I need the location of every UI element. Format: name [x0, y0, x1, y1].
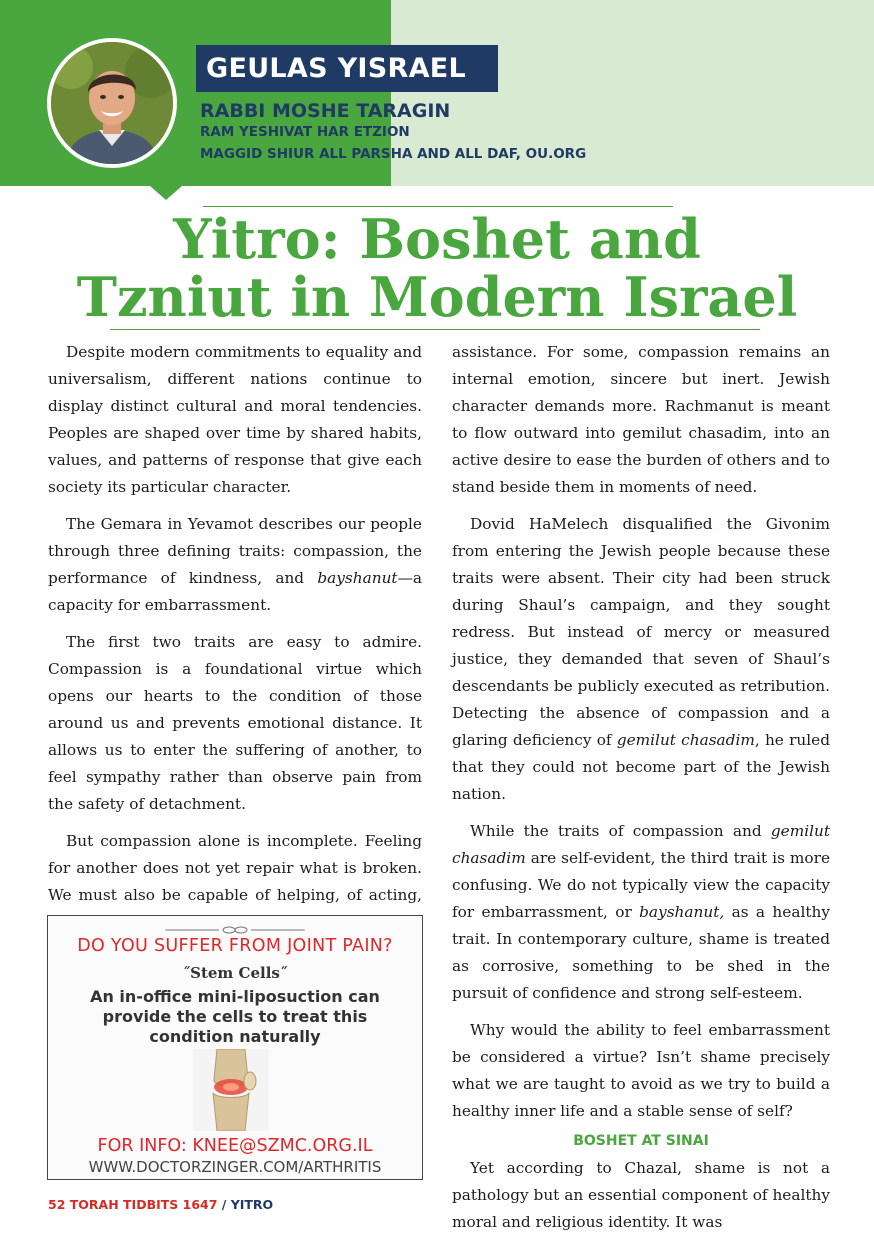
article-title-line-2: Tzniut in Modern Israel	[76, 265, 798, 329]
footer-parsha: YITRO	[230, 1197, 274, 1212]
ad-body-line: provide the cells to treat this	[102, 1007, 368, 1026]
ornament-divider-icon	[48, 924, 422, 936]
article-column-left	[48, 339, 422, 946]
paragraph: The Gemara in Yevamot describes our people through three defining traits: compassion, the performance of kindness, and bayshanut—a capacity for embarrassment.	[48, 515, 422, 614]
ad-subheading: ˝Stem Cells˝	[182, 964, 288, 982]
paragraph: Why would the ability to feel embarrassment be considered a virtue? Isn’t shame precisely what we are taught to avoid as we try to build a healthy inner life and a stable sense of self?	[452, 1021, 830, 1120]
knee-joint-icon	[193, 1049, 269, 1131]
article-column-right	[452, 339, 830, 1240]
author-name: RABBI MOSHE TARAGIN	[200, 100, 451, 122]
paragraph: Despite modern commitments to equality and universalism, different nations continue to display distinct cultural and moral tendencies. Peoples are shaped over time by shared habits, values, and patterns of response that give each society its particular character.	[48, 343, 422, 496]
page-footer	[48, 1197, 273, 1212]
ad-website-link[interactable]: WWW.DOCTORZINGER.COM/ARTHRITIS	[88, 1158, 382, 1176]
author-shiur: MAGGID SHIUR ALL PARSHA AND ALL DAF, OU.ORG	[200, 146, 587, 162]
paragraph: The first two traits are easy to admire. Compassion is a foundational virtue which opens our hearts to the condition of those around us and prevents emotional distance. It allows us to enter the suffering of another, to feel sympathy rather than observe pain from the safety of detachment.	[48, 633, 422, 813]
title-rule-bottom	[110, 329, 760, 330]
footer-separator: /	[217, 1197, 231, 1212]
ad-email-link[interactable]: KNEE@SZMC.ORG.IL	[192, 1136, 373, 1156]
header-notch	[150, 186, 182, 200]
paragraph: Yet according to Chazal, shame is not a pathology but an essential component of healthy moral and religious identity. It was	[452, 1159, 830, 1231]
advertisement[interactable]	[47, 915, 423, 1180]
author-portrait-icon	[51, 42, 173, 164]
paragraph: While the traits of compassion and gemilut chasadim are self-evident, the third trait is more confusing. We do not typically view the capacity for embarrassment, or bayshanut, as a healthy trait. In contemporary culture, shame is treated as corrosive, something to be shed in the pursuit of confidence and strong self-esteem.	[452, 822, 830, 1002]
article-title-line-1: Yitro: Boshet and	[173, 207, 701, 271]
column-name: GEULAS YISRAEL	[196, 45, 498, 92]
paragraph: But compassion alone is incomplete. Feeling for another does not yet repair what is broken. We must also be capable of helping, of acting,	[48, 832, 422, 904]
ad-body-line: An in-office mini-liposuction can	[90, 987, 380, 1006]
author-avatar	[47, 38, 177, 168]
paragraph: Dovid HaMelech disqualified the Givonim from entering the Jewish people because these traits were absent. Their city had been struck during Shaul’s campaign, and they sought redress. But instead of mercy or measured justice, they demanded that seven of Shaul’s descendants be publicly executed as retribution. Detecting the absence of compassion and a glaring deficiency of gemilut chasadim, he ruled that they could not become part of the Jewish nation.	[452, 515, 830, 803]
ad-contact[interactable]: FOR INFO: KNEE@SZMC.ORG.IL	[97, 1136, 373, 1156]
paragraph: assistance. For some, compassion remains an internal emotion, sincere but inert. Jewish character demands more. Rachmanut is meant to flow outward into gemilut chasadim, into an active desire to ease the burden of others and to stand beside them in moments of need.	[452, 343, 830, 496]
author-role: RAM YESHIVAT HAR ETZION	[200, 124, 410, 140]
section-subhead: BOSHET AT SINAI	[573, 1133, 709, 1149]
footer-label: 52 TORAH TIDBITS 1647	[48, 1197, 218, 1212]
ad-body-line: condition naturally	[149, 1027, 321, 1046]
ad-headline: DO YOU SUFFER FROM JOINT PAIN?	[77, 936, 393, 956]
